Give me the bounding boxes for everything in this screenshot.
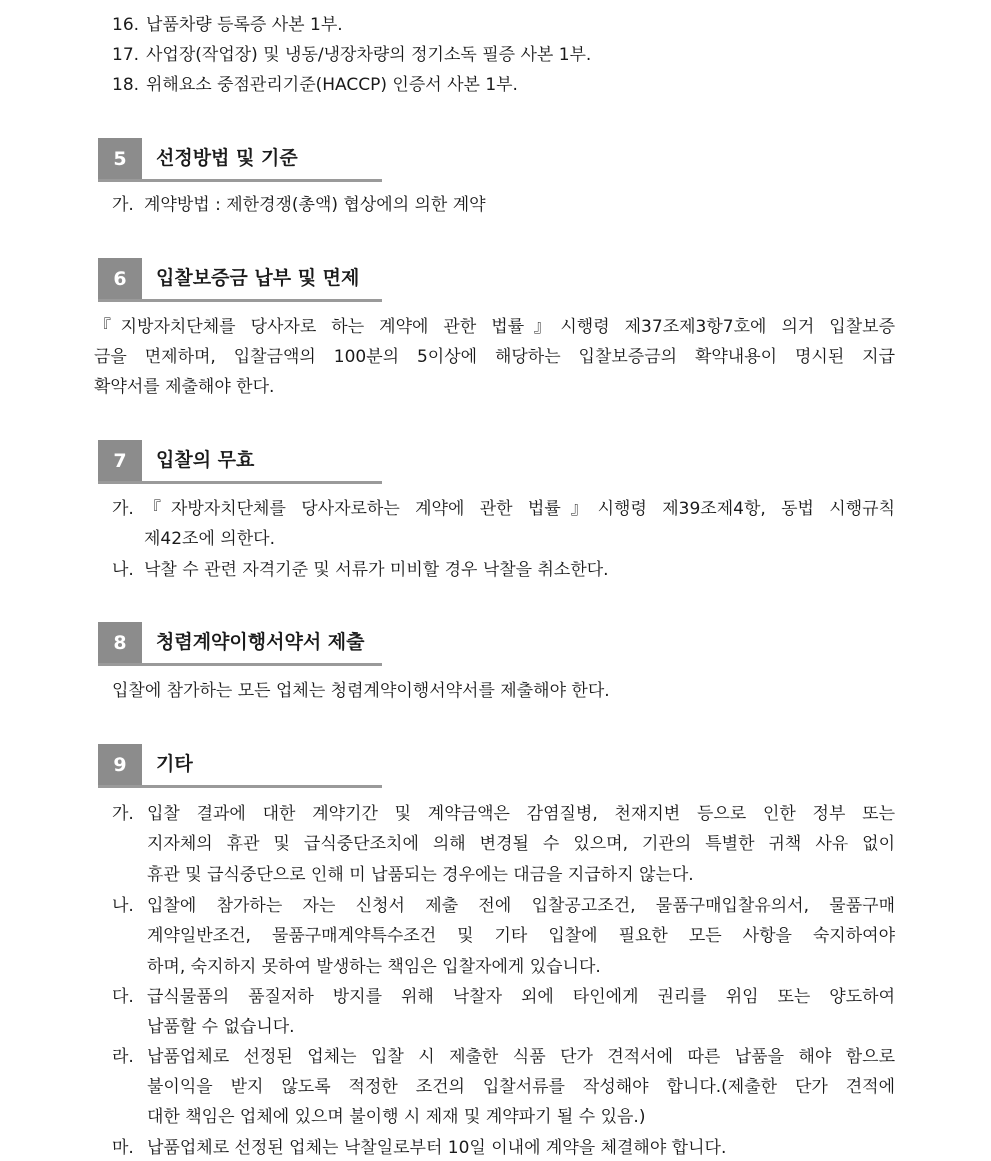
list-item-line: 대한 책임은 업체에 있으며 불이행 시 제재 및 계약파기 될 수 있음.) [147,1107,646,1127]
list-item-line: 입찰에 참가하는 자는 신청서 제출 전에 입찰공고조건, 물품구매입찰유의서, 물품구매 [147,896,895,916]
paragraph-line: 금을 면제하며, 입찰금액의 100분의 5이상에 해당하는 입찰보증금의 확약내용이 명시된 지급 [94,347,895,367]
list-item-line: 낙찰 수 관련 자격기준 및 서류가 미비할 경우 낙찰을 취소한다. [144,560,609,580]
section-heading [98,622,382,666]
section-heading [98,744,382,788]
section-heading [98,440,382,484]
list-item: 18. 위해요소 중점관리기준(HACCP) 인증서 사본 1부. [112,75,518,95]
section-heading [98,258,382,302]
list-item-line: 납품업체로 선정된 업체는 낙찰일로부터 10일 이내에 계약을 체결해야 합니다. [147,1138,727,1158]
list-item-line: 계약일반조건, 물품구매계약특수조건 및 기타 입찰에 필요한 모든 사항을 숙지하여야 [147,926,895,946]
list-marker: 다. [112,987,134,1007]
list-item-line: 급식물품의 품질저하 방지를 위해 낙찰자 외에 타인에게 권리를 위임 또는 양도하여 [147,987,895,1007]
section-number: 5 [98,138,142,179]
list-item-line: 제42조에 의한다. [144,529,275,549]
section-title: 선정방법 및 기준 [156,147,298,169]
list-item-line: 하며, 숙지하지 못하여 발생하는 책임은 입찰자에게 있습니다. [147,957,601,977]
paragraph-line: 입찰에 참가하는 모든 업체는 청렴계약이행서약서를 제출해야 한다. [112,681,610,701]
section-number: 6 [98,258,142,299]
list-marker: 가. [112,804,134,824]
section-number: 8 [98,622,142,663]
section-heading [98,138,382,182]
section-title: 입찰의 무효 [156,449,255,471]
list-item-line: 납품할 수 없습니다. [147,1017,295,1037]
list-item-line: 『자방자치단체를 당사자로하는 계약에 관한 법률』시행령 제39조제4항, 동법 시행규칙 [144,499,895,519]
list-item-line: 지자체의 휴관 및 급식중단조치에 의해 변경될 수 있으며, 기관의 특별한 귀책 사유 없이 [147,834,895,854]
list-marker: 나. [112,896,134,916]
paragraph-line: 『지방자치단체를 당사자로 하는 계약에 관한 법률』시행령 제37조제3항7호에 의거 입찰보증 [94,317,895,337]
list-item: 가. 계약방법 : 제한경쟁(총액) 협상에의 의한 계약 [112,195,486,215]
list-item-line: 입찰 결과에 대한 계약기간 및 계약금액은 감염질병, 천재지변 등으로 인한 정부 또는 [147,804,895,824]
list-marker: 나. [112,560,134,580]
paragraph-line: 확약서를 제출해야 한다. [94,377,275,397]
section-title: 청렴계약이행서약서 제출 [156,631,365,653]
list-item: 17. 사업장(작업장) 및 냉동/냉장차량의 정기소독 필증 사본 1부. [112,45,592,65]
list-item-line: 납품업체로 선정된 업체는 입찰 시 제출한 식품 단가 견적서에 따른 납품을 해야 함으로 [147,1047,895,1067]
list-marker: 가. [112,499,134,519]
section-number: 7 [98,440,142,481]
section-number: 9 [98,744,142,785]
list-marker: 마. [112,1138,134,1158]
list-item: 16. 납품차량 등록증 사본 1부. [112,15,343,35]
list-item-line: 휴관 및 급식중단으로 인해 미 납품되는 경우에는 대금을 지급하지 않는다. [147,865,694,885]
list-item-line: 불이익을 받지 않도록 적정한 조건의 입찰서류를 작성해야 합니다.(제출한 단가 견적에 [147,1077,895,1097]
section-title: 입찰보증금 납부 및 면제 [156,267,360,289]
section-title: 기타 [156,753,193,775]
list-marker: 라. [112,1047,134,1067]
